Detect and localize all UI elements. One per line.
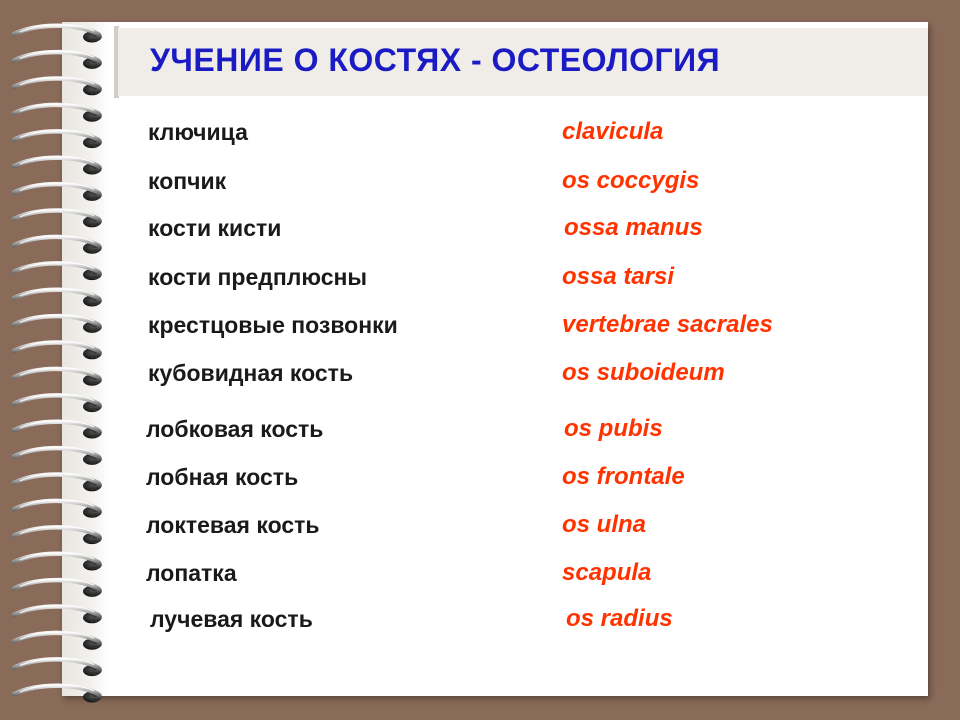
spiral-binding [0,0,120,720]
term-ru: кубовидная кость [148,360,354,386]
term-la: clavicula [562,118,664,145]
slide-title: УЧЕНИЕ О КОСТЯХ - ОСТЕОЛОГИЯ [150,42,721,78]
spiral-coil [14,447,101,465]
term-ru: лобная кость [146,464,299,490]
term-la: os ulna [562,511,647,538]
term-ru: ключица [148,119,248,145]
spiral-coil [14,262,101,280]
spiral-coil [14,183,101,201]
spiral-coil [14,78,101,96]
spiral-coil [14,289,101,307]
spiral-coil [14,658,101,676]
term-la: os coccygis [562,167,700,194]
spiral-coil [14,421,101,439]
term-la: vertebrae sacrales [562,311,773,338]
term-la: os radius [566,605,673,632]
spiral-coil [14,685,101,703]
spiral-coil [14,315,101,333]
term-la: os pubis [564,415,663,442]
spiral-coil [14,606,101,624]
spiral-coil [14,368,101,386]
term-ru: крестцовые позвонки [148,312,398,338]
spiral-coil [14,342,101,360]
spiral-coil [14,25,101,43]
term-ru: копчик [148,168,227,194]
term-ru: локтевая кость [146,512,320,538]
term-ru: лопатка [146,560,237,586]
spiral-coil [14,474,101,492]
term-ru: кости предплюсны [148,264,368,290]
spiral-coil [14,130,101,148]
spiral-coil [14,526,101,544]
term-la: ossa tarsi [562,263,675,290]
spiral-coil [14,553,101,571]
spiral-coil [14,104,101,122]
term-la: scapula [562,559,652,586]
term-la: ossa manus [564,214,703,241]
spiral-coil [14,157,101,175]
spiral-coil [14,500,101,518]
spiral-coil [14,51,101,69]
term-la: os suboideum [562,359,725,386]
term-ru: лучевая кость [150,606,313,632]
spiral-coil [14,210,101,228]
spiral-coil [14,579,101,597]
term-ru: лобковая кость [146,416,324,442]
spiral-coil [14,632,101,650]
term-la: os frontale [562,463,685,490]
spiral-coil [14,394,101,412]
term-ru: кости кисти [148,215,282,241]
spiral-coil [14,236,101,254]
